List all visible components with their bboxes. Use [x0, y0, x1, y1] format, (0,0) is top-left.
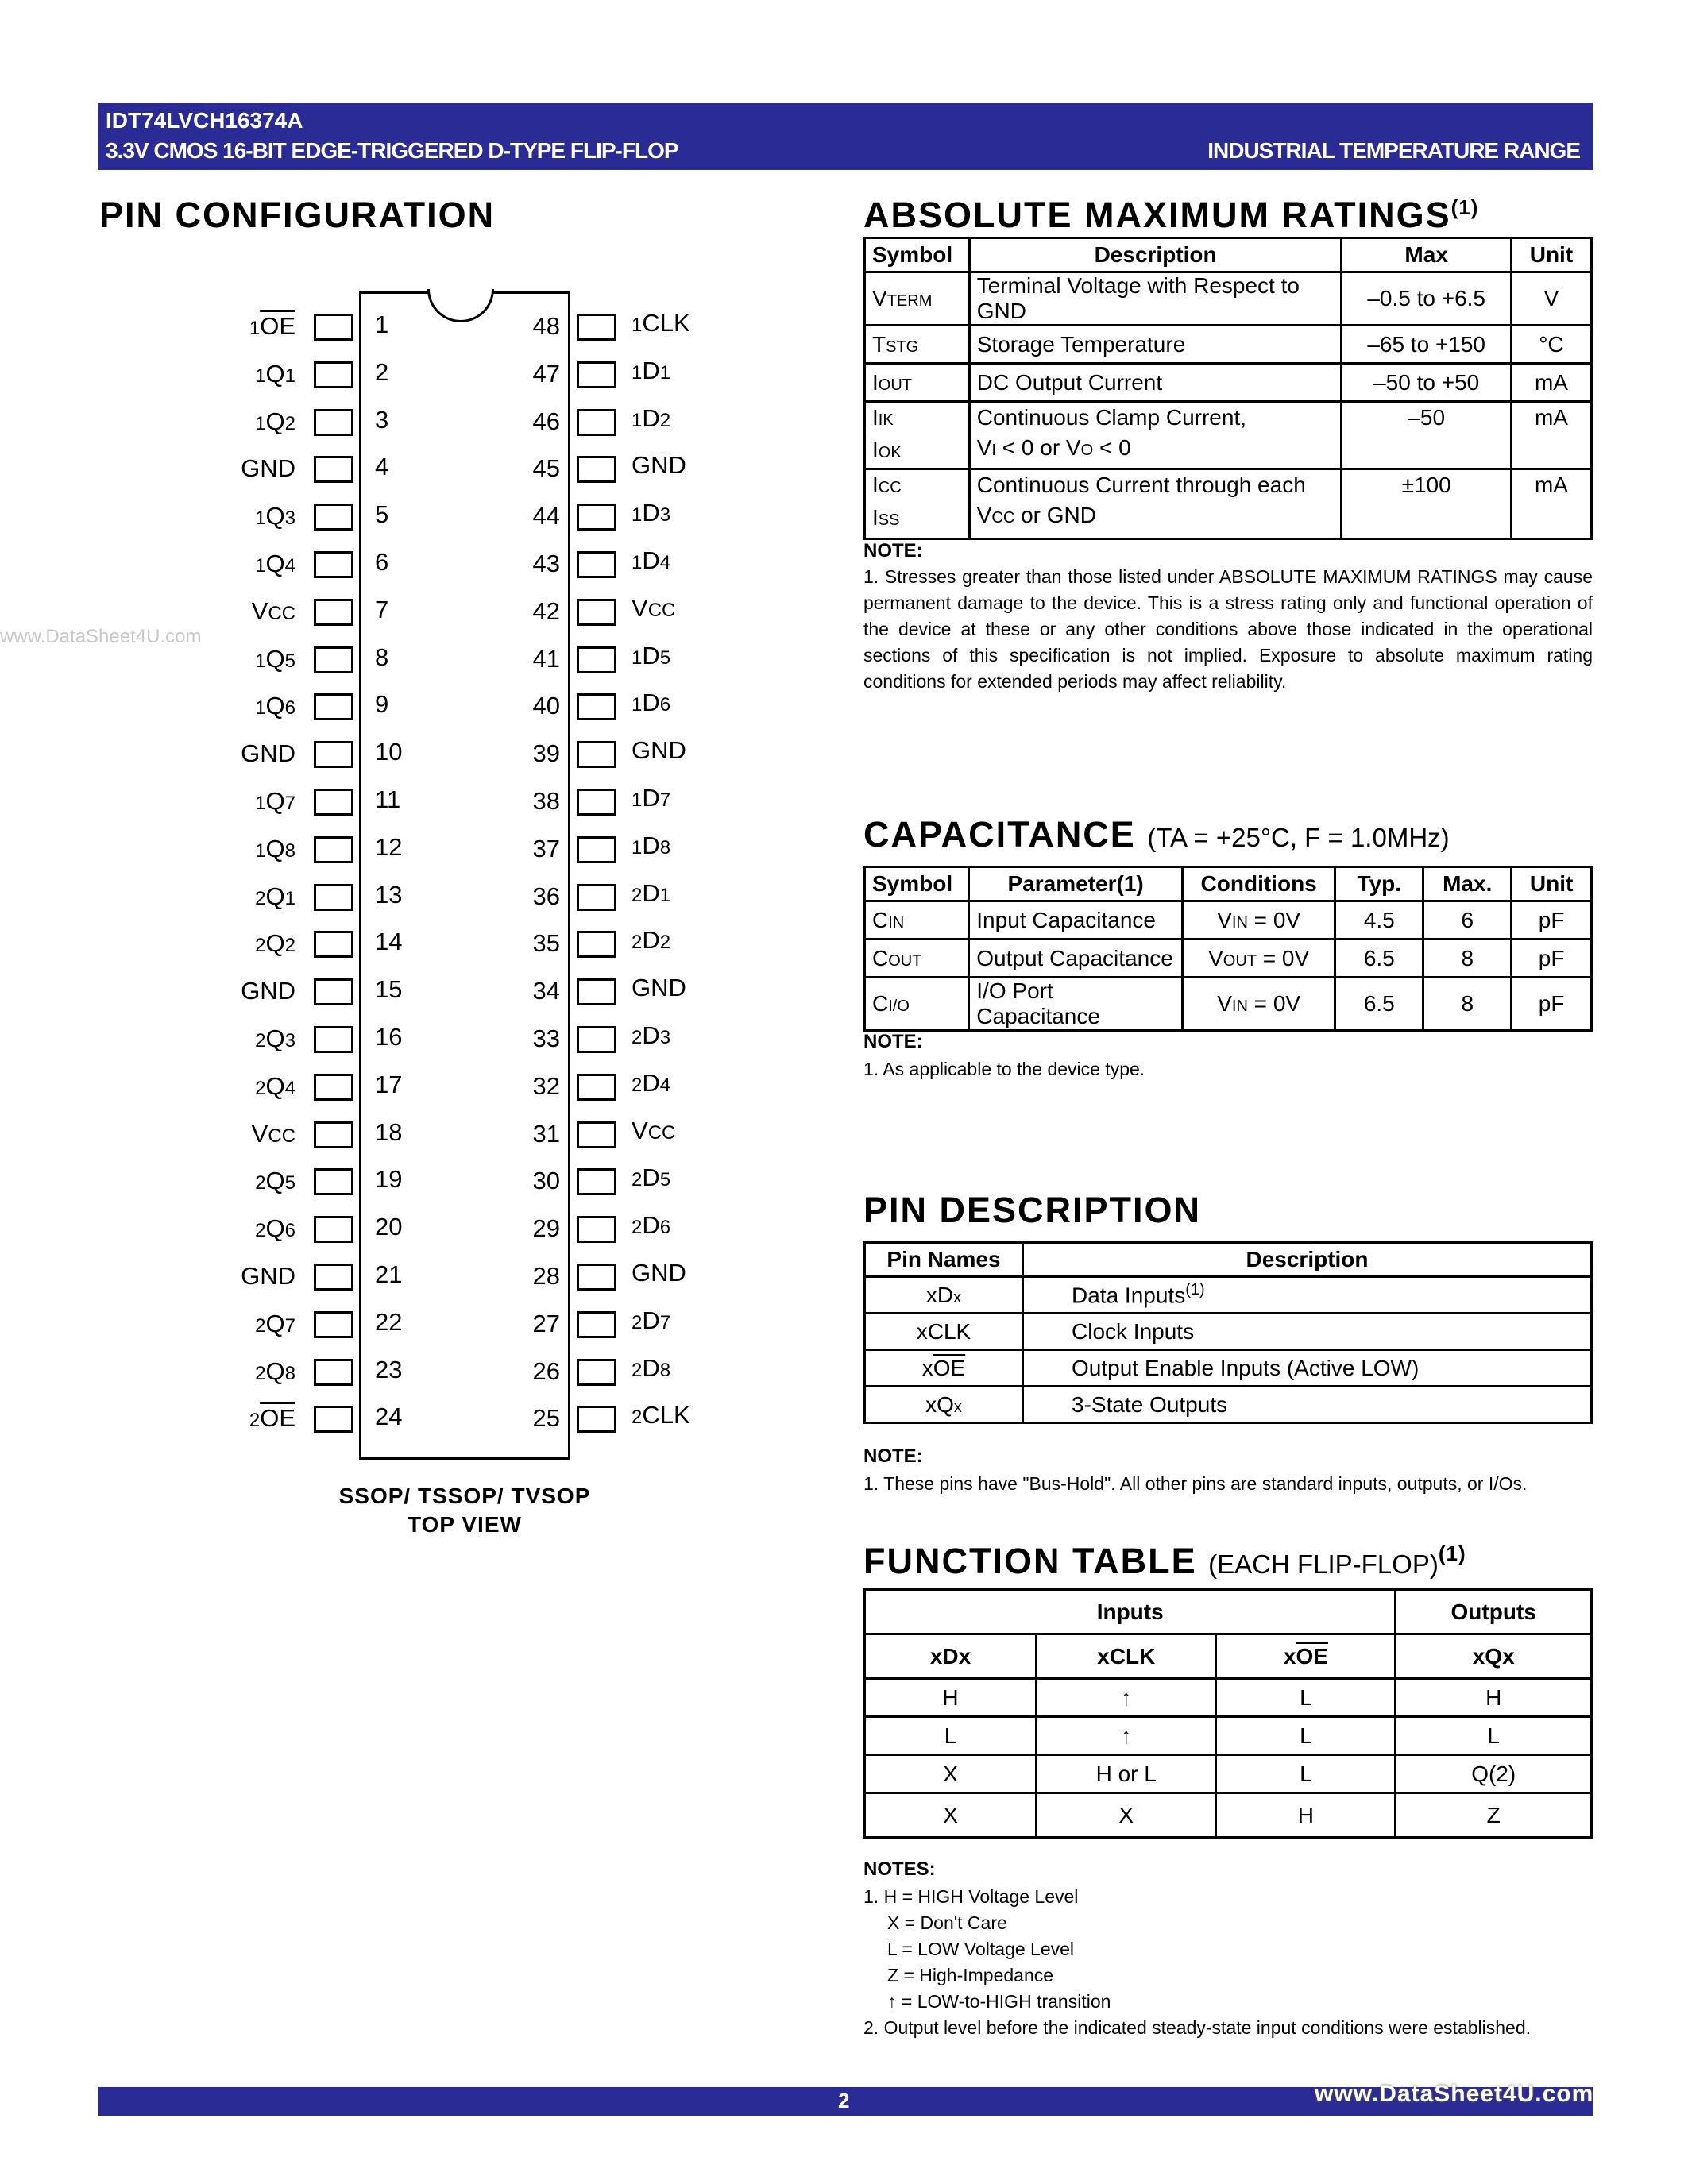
temperature-range: INDUSTRIAL TEMPERATURE RANGE [1207, 138, 1580, 163]
pin-20-name: 2Q6 [255, 1214, 295, 1243]
pin-11-box [314, 789, 353, 816]
pin-43-number: 43 [532, 550, 560, 577]
typ-cell: 6.5 [1335, 978, 1423, 1031]
pin-2-box [314, 361, 353, 388]
pin-25-box [577, 1406, 616, 1433]
pin-43-box [577, 551, 616, 578]
table-row [865, 272, 1592, 326]
pin-39-name: GND [632, 736, 686, 765]
function-table [863, 1588, 1593, 1839]
note-line: X = Don't Care [887, 1912, 1007, 1933]
pin-48-number: 48 [532, 312, 560, 340]
pin-40-name: 1D6 [632, 689, 671, 717]
description-cell: Terminal Voltage with Respect to GND [969, 272, 1342, 326]
pin-5-box [314, 504, 353, 531]
cell: X [865, 1755, 1037, 1793]
pin-34-number: 34 [532, 977, 560, 1005]
pin-11-name: 1Q7 [255, 787, 295, 815]
table-row [865, 469, 1592, 539]
table-row [865, 1717, 1592, 1755]
pin-16-box [314, 1026, 353, 1053]
max-cell: 6 [1423, 901, 1512, 940]
pin-21-box [314, 1264, 353, 1291]
pin-42-box [577, 599, 616, 626]
pin-6-box [314, 551, 353, 578]
pin-24-name: $2\overline{OE}$ [249, 1404, 295, 1433]
pin-7-box [314, 599, 353, 626]
pin-33-name: 2D3 [632, 1021, 671, 1049]
conditions-cell: VIN = 0V [1182, 901, 1335, 940]
col-xclk: xCLK [1037, 1634, 1216, 1679]
pin-44-name: 1D3 [632, 499, 671, 527]
pin-13-name: 2Q1 [255, 882, 295, 910]
unit-cell: pF [1512, 940, 1592, 978]
pin-10-box [314, 741, 353, 768]
pin-10-name: GND [241, 739, 295, 768]
pin-14-box [314, 931, 353, 958]
pin-3-box [314, 409, 353, 436]
pin-31-box [577, 1121, 616, 1148]
table-row [865, 1314, 1592, 1350]
pin-description-table [863, 1241, 1593, 1424]
pin-17-name: 2Q4 [255, 1071, 295, 1100]
pin-name-cell: xCLK [865, 1314, 1023, 1350]
col-unit: Unit [1511, 238, 1591, 272]
pin-36-name: 2D1 [632, 878, 671, 907]
pin-37-box [577, 836, 616, 863]
pin-15-name: GND [241, 977, 295, 1005]
package-label [294, 1482, 635, 1539]
pin-name-cell: $x\overline{OE}$ [865, 1350, 1023, 1387]
pin-25-name: 2CLK [632, 1401, 690, 1430]
pin-29-box [577, 1216, 616, 1243]
pin-24-box [314, 1406, 353, 1433]
pin-21-number: 21 [375, 1260, 403, 1288]
pin-47-number: 47 [532, 359, 560, 388]
pin-9-name: 1Q6 [255, 692, 295, 720]
pin-46-box [577, 409, 616, 436]
pin-46-number: 46 [532, 407, 560, 435]
note-line: Z = High-Impedance [887, 1965, 1054, 1985]
col-typ: Typ. [1335, 867, 1423, 901]
pin-39-number: 39 [532, 739, 560, 768]
symbol-cell: TSTG [865, 326, 970, 364]
pin-35-box [577, 931, 616, 958]
document-header [98, 103, 1593, 170]
pin-22-number: 22 [375, 1307, 403, 1336]
parameter-cell: Input Capacitance [969, 901, 1183, 940]
abs-max-note: 1. Stresses greater than those listed under ABSOLUTE MAXIMUM RATINGS may cause permanent damage to the device. This is a stress rating only and functional operation of the device at these or any other conditions above those indicated in the operational sections of this specification is not implied. Exposure to absolute maximum rating conditions for extended periods may affect reliability. [863, 566, 1593, 692]
symbol-cell: COUT [865, 940, 969, 978]
pin-1-name: $1\overline{OE}$ [249, 312, 295, 340]
pin-33-number: 33 [532, 1024, 560, 1052]
pin-2-number: 2 [375, 357, 389, 386]
function-table-heading: FUNCTION TABLE (EACH FLIP-FLOP)$^{(1)}$ [863, 1541, 1466, 1581]
pin-42-name: VCC [632, 593, 676, 622]
col-parameter: Parameter(1) [969, 867, 1183, 901]
cell: L [1216, 1717, 1396, 1755]
function-notes [863, 1884, 1593, 2041]
pin-9-box [314, 693, 353, 720]
description-cell: 3-State Outputs [1023, 1387, 1592, 1423]
description-cell: Continuous Current through each VCC or GND [969, 469, 1342, 539]
description-cell: Output Enable Inputs (Active LOW) [1023, 1350, 1592, 1387]
pin-34-box [577, 978, 616, 1005]
package-types: SSOP/ TSSOP/ TVSOP [338, 1484, 591, 1508]
max-cell: 8 [1423, 940, 1512, 978]
pin-27-box [577, 1311, 616, 1338]
pin-34-name: GND [632, 974, 686, 1002]
function-notes-title: NOTES: [863, 1858, 936, 1880]
pin-30-name: 2D5 [632, 1163, 671, 1192]
symbol-cell: IOUT [865, 364, 970, 402]
pin-27-name: 2D7 [632, 1306, 671, 1334]
pin-description-heading: PIN DESCRIPTION [863, 1190, 1202, 1230]
pin-19-name: 2Q5 [255, 1167, 295, 1195]
cell: L [865, 1717, 1037, 1755]
pin-8-box [314, 646, 353, 673]
pin-23-number: 23 [375, 1355, 403, 1383]
unit-cell: mA [1511, 364, 1591, 402]
pin-4-number: 4 [375, 453, 389, 481]
cell: X [865, 1793, 1037, 1838]
symbol-cell: IIK IOK [865, 402, 970, 469]
pin-36-box [577, 884, 616, 911]
cell: Z [1396, 1793, 1592, 1838]
parameter-cell: Output Capacitance [969, 940, 1183, 978]
table-row [865, 1793, 1592, 1838]
table-row [865, 402, 1592, 469]
pin-3-name: 1Q2 [255, 407, 295, 435]
pin-name-cell: xDx [865, 1277, 1023, 1314]
pin-33-box [577, 1026, 616, 1053]
pin-2-name: 1Q1 [255, 359, 295, 388]
pin-20-number: 20 [375, 1213, 403, 1241]
pin-23-box [314, 1359, 353, 1386]
table-row [865, 978, 1592, 1031]
pin-name-cell: xQx [865, 1387, 1023, 1423]
table-row [865, 1277, 1592, 1314]
description-cell: Storage Temperature [969, 326, 1342, 364]
symbol-cell: CI/O [865, 978, 969, 1031]
pin-45-number: 45 [532, 454, 560, 483]
pin-13-box [314, 884, 353, 911]
pin-35-number: 35 [532, 929, 560, 958]
col-xoe: $x\overline{OE}$ [1216, 1634, 1396, 1679]
col-max: Max [1342, 238, 1511, 272]
unit-cell: mA [1511, 402, 1591, 469]
pin-32-box [577, 1074, 616, 1101]
pin-31-name: VCC [632, 1116, 676, 1144]
pin-28-name: GND [632, 1259, 686, 1287]
footer-watermark: www.DataSheet4U.com [1315, 2081, 1594, 2107]
pin-25-number: 25 [532, 1404, 560, 1433]
pin-38-number: 38 [532, 787, 560, 815]
pin-48-name: 1CLK [632, 309, 690, 337]
cell: X [1037, 1793, 1216, 1838]
pin-14-name: 2Q2 [255, 929, 295, 958]
pin-8-name: 1Q5 [255, 644, 295, 673]
side-watermark: www.DataSheet4U.com [0, 626, 202, 647]
description-cell: Clock Inputs [1023, 1314, 1592, 1350]
pin-16-name: 2Q3 [255, 1024, 295, 1052]
max-cell: –0.5 to +6.5 [1342, 272, 1511, 326]
col-description: Description [969, 238, 1342, 272]
pin-26-number: 26 [532, 1356, 560, 1385]
pin-36-number: 36 [532, 882, 560, 910]
cell: H [1396, 1679, 1592, 1717]
symbol-cell: CIN [865, 901, 969, 940]
pin-41-box [577, 646, 616, 673]
pin-26-box [577, 1359, 616, 1386]
pin-46-name: 1D2 [632, 403, 671, 432]
pin-desc-note: 1. These pins have "Bus-Hold". All other pins are standard inputs, outputs, or I/Os. [863, 1473, 1528, 1494]
capacitance-note: 1. As applicable to the device type. [863, 1059, 1145, 1079]
col-symbol: Symbol [865, 238, 970, 272]
col-unit: Unit [1512, 867, 1592, 901]
table-row [865, 1755, 1592, 1793]
pin-desc-note-title: NOTE: [863, 1445, 923, 1467]
unit-cell: V [1511, 272, 1591, 326]
table-row [865, 326, 1592, 364]
page-number: 2 [838, 2089, 850, 2113]
pin-15-number: 15 [375, 975, 403, 1004]
pin-32-number: 32 [532, 1071, 560, 1100]
cell: ↑ [1037, 1679, 1216, 1717]
table-row [865, 1387, 1592, 1423]
col-symbol: Symbol [865, 867, 969, 901]
cell: Q(2) [1396, 1755, 1592, 1793]
pin-6-name: 1Q4 [255, 550, 295, 577]
pin-29-name: 2D6 [632, 1211, 671, 1240]
pin-config-heading: PIN CONFIGURATION [99, 195, 496, 235]
capacitance-note-title: NOTE: [863, 1031, 923, 1052]
unit-cell: pF [1512, 901, 1592, 940]
pin-30-box [577, 1168, 616, 1195]
symbol-cell: VTERM [865, 272, 970, 326]
pin-42-number: 42 [532, 596, 560, 625]
max-cell: –50 [1342, 402, 1511, 469]
description-cell: Continuous Clamp Current, VI < 0 or VO < 0 [969, 402, 1342, 469]
description-cell: Data Inputs$^{(1)}$ [1023, 1277, 1592, 1314]
pin-32-name: 2D4 [632, 1068, 671, 1097]
pin-4-name: GND [241, 454, 295, 483]
pin-15-box [314, 978, 353, 1005]
cell: H or L [1037, 1755, 1216, 1793]
pin-45-name: GND [632, 451, 686, 480]
pin-40-number: 40 [532, 692, 560, 720]
pin-13-number: 13 [375, 880, 403, 909]
abs-max-note-title: NOTE: [863, 540, 923, 561]
pin-37-name: 1D8 [632, 831, 671, 859]
pin-38-name: 1D7 [632, 784, 671, 812]
pin-47-box [577, 361, 616, 388]
max-cell: –50 to +50 [1342, 364, 1511, 402]
pin-28-number: 28 [532, 1262, 560, 1290]
pin-17-number: 17 [375, 1070, 403, 1098]
pin-37-number: 37 [532, 834, 560, 862]
pin-44-number: 44 [532, 502, 560, 531]
symbol-cell: ICC ISS [865, 469, 970, 539]
parameter-cell: I/O Port Capacitance [969, 978, 1183, 1031]
pin-41-number: 41 [532, 644, 560, 673]
conditions-cell: VOUT = 0V [1182, 940, 1335, 978]
pin-9-number: 9 [375, 690, 389, 719]
pin-12-name: 1Q8 [255, 834, 295, 862]
conditions-cell: VIN = 0V [1182, 978, 1335, 1031]
col-xdx: xDx [865, 1634, 1037, 1679]
pin-5-name: 1Q3 [255, 502, 295, 531]
package-view: TOP VIEW [408, 1512, 522, 1537]
description-cell: DC Output Current [969, 364, 1342, 402]
table-row [865, 940, 1592, 978]
unit-cell: °C [1511, 326, 1591, 364]
cell: ↑ [1037, 1717, 1216, 1755]
max-cell: –65 to +150 [1342, 326, 1511, 364]
abs-max-heading: ABSOLUTE MAXIMUM RATINGS$^{(1)}$ [863, 195, 1479, 235]
pin-3-number: 3 [375, 405, 389, 434]
pin-44-box [577, 504, 616, 531]
pin-29-number: 29 [532, 1214, 560, 1243]
pin-45-box [577, 456, 616, 483]
pin-41-name: 1D5 [632, 641, 671, 669]
cell: L [1216, 1679, 1396, 1717]
cell: H [1216, 1793, 1396, 1838]
typ-cell: 4.5 [1335, 901, 1423, 940]
cell: L [1216, 1755, 1396, 1793]
pin-12-box [314, 836, 353, 863]
cell: H [865, 1679, 1037, 1717]
pin-18-name: VCC [251, 1119, 295, 1148]
pin-1-box [314, 314, 353, 341]
pin-16-number: 16 [375, 1023, 403, 1051]
pin-6-number: 6 [375, 548, 389, 576]
pin-11-number: 11 [375, 785, 401, 813]
unit-cell: pF [1512, 978, 1592, 1031]
outputs-group-header: Outputs [1396, 1590, 1592, 1634]
col-description: Description [1023, 1243, 1592, 1277]
pin-12-number: 12 [375, 832, 403, 861]
pin-30-number: 30 [532, 1167, 560, 1195]
pin-19-box [314, 1168, 353, 1195]
pin-19-number: 19 [375, 1165, 403, 1194]
pin-5-number: 5 [375, 500, 389, 529]
note-line: L = LOW Voltage Level [887, 1939, 1075, 1959]
pin-31-number: 31 [532, 1119, 560, 1148]
pin-22-name: 2Q7 [255, 1309, 295, 1337]
pin-24-number: 24 [375, 1403, 403, 1431]
capacitance-heading: CAPACITANCE (TA = +25°C, F = 1.0MHz) [863, 814, 1450, 855]
pin-26-name: 2D8 [632, 1353, 671, 1382]
pin-18-box [314, 1121, 353, 1148]
max-cell: 8 [1423, 978, 1512, 1031]
abs-max-table [863, 237, 1593, 540]
pin-22-box [314, 1311, 353, 1338]
table-row [865, 364, 1592, 402]
col-xqx: xQx [1396, 1634, 1592, 1679]
pin-47-name: 1D1 [632, 356, 671, 384]
pin-10-number: 10 [375, 738, 403, 766]
pin-27-number: 27 [532, 1309, 560, 1337]
inputs-group-header: Inputs [865, 1590, 1396, 1634]
cell: L [1396, 1717, 1592, 1755]
pin-38-box [577, 789, 616, 816]
pin-14-number: 14 [375, 928, 403, 956]
pin-40-box [577, 693, 616, 720]
pin-43-name: 1D4 [632, 546, 671, 574]
col-conditions: Conditions [1182, 867, 1335, 901]
pin-20-box [314, 1216, 353, 1243]
part-number: IDT74LVCH16374A [106, 108, 303, 133]
pin-48-box [577, 314, 616, 341]
table-row [865, 1679, 1592, 1717]
pin-17-box [314, 1074, 353, 1101]
pin-7-name: VCC [251, 596, 295, 625]
typ-cell: 6.5 [1335, 940, 1423, 978]
pin-4-box [314, 456, 353, 483]
pin-18-number: 18 [375, 1117, 403, 1146]
pin-39-box [577, 741, 616, 768]
table-row [865, 1350, 1592, 1387]
pin-35-name: 2D2 [632, 926, 671, 955]
note-line: ↑ = LOW-to-HIGH transition [887, 1991, 1111, 2012]
document-title: 3.3V CMOS 16-BIT EDGE-TRIGGERED D-TYPE FLIP-FLOP [106, 138, 678, 163]
max-cell: ±100 [1342, 469, 1511, 539]
unit-cell: mA [1511, 469, 1591, 539]
note-line: 2. Output level before the indicated steady-state input conditions were established. [863, 2017, 1532, 2038]
pin-1-number: 1 [375, 311, 389, 338]
pin-23-name: 2Q8 [255, 1356, 295, 1385]
table-row [865, 901, 1592, 940]
capacitance-table [863, 866, 1593, 1032]
pin-21-name: GND [241, 1262, 295, 1290]
pin-8-number: 8 [375, 642, 389, 671]
note-line: 1. H = HIGH Voltage Level [863, 1886, 1079, 1907]
pin-7-number: 7 [375, 595, 389, 623]
pin-28-box [577, 1264, 616, 1291]
col-max: Max. [1423, 867, 1512, 901]
col-pin-names: Pin Names [865, 1243, 1023, 1277]
